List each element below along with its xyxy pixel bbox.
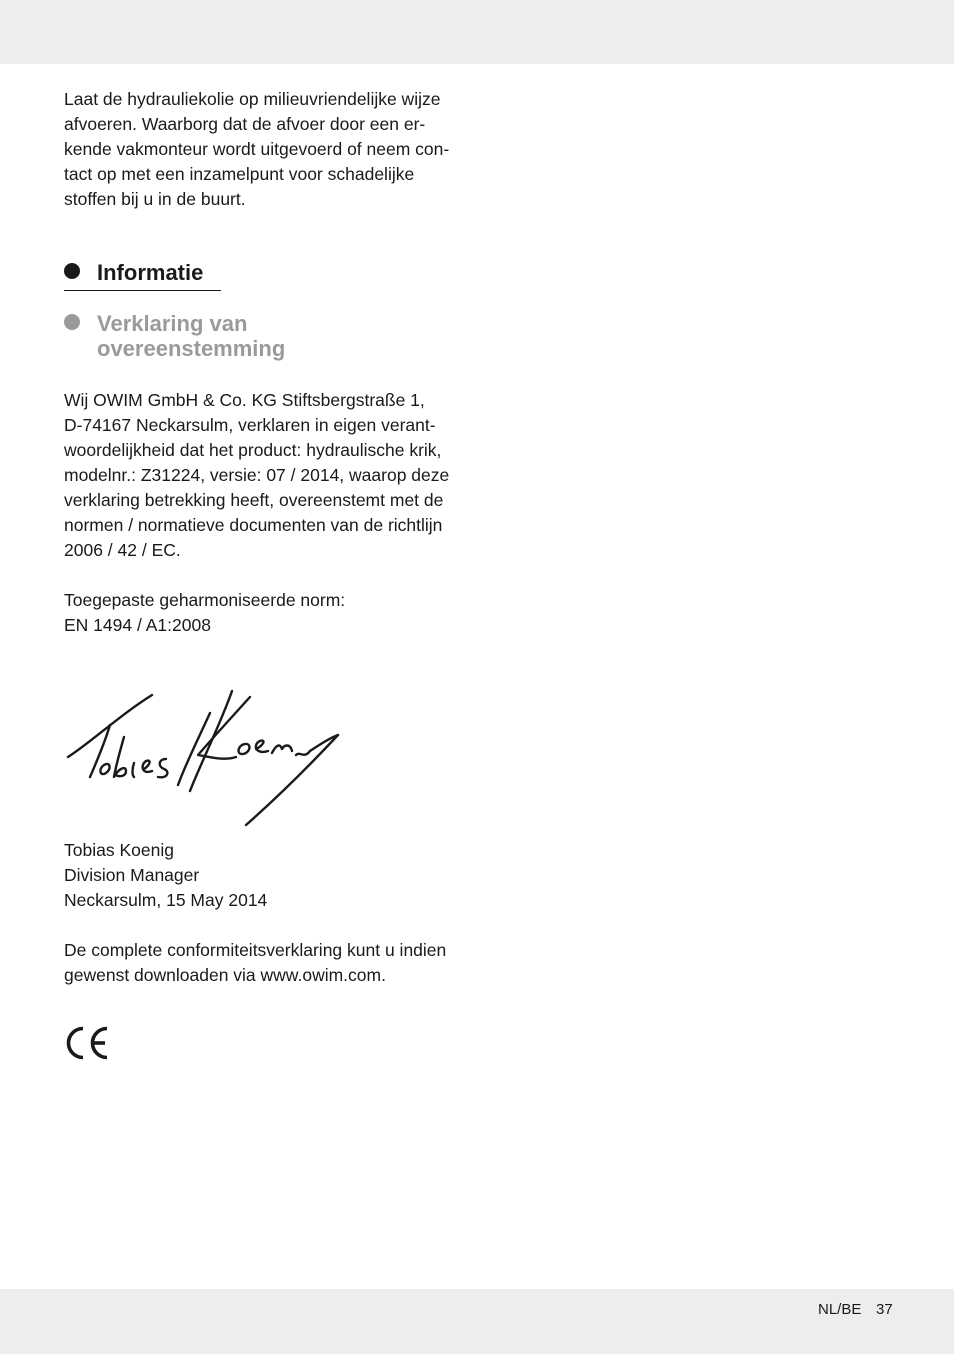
disposal-paragraph <box>64 87 464 212</box>
footer-band <box>0 1289 954 1354</box>
norm-paragraph <box>64 588 464 638</box>
text-line: woordelijkheid dat het product: hydraulische krik, <box>64 440 442 460</box>
text-line: Laat de hydrauliekolie op milieuvriendelijke wijze <box>64 89 441 109</box>
header-band <box>0 0 954 64</box>
download-paragraph <box>64 938 464 988</box>
heading-text: Informatie <box>97 260 204 285</box>
text-line: 2006 / 42 / EC. <box>64 540 181 560</box>
section-heading-informatie <box>64 260 221 291</box>
text-line: Wij OWIM GmbH & Co. KG Stiftsbergstraße 1, <box>64 390 425 410</box>
heading-line: overeenstemming <box>97 336 286 361</box>
ce-mark-icon <box>64 1025 112 1061</box>
heading-line: Verklaring van <box>97 311 248 336</box>
text-line: D-74167 Neckarsulm, verklaren in eigen verant- <box>64 415 436 435</box>
text-line: Toegepaste geharmoniseerde norm: <box>64 590 346 610</box>
text-line: modelnr.: Z31224, versie: 07 / 2014, waarop deze <box>64 465 450 485</box>
text-line: gewenst downloaden via www.owim.com. <box>64 965 386 985</box>
text-line: afvoeren. Waarborg dat de afvoer door een er- <box>64 114 426 134</box>
bullet-icon <box>64 314 80 330</box>
signature <box>60 685 360 830</box>
text-line: De complete conformiteitsverklaring kunt u indien <box>64 940 447 960</box>
text-line: kende vakmonteur wordt uitgevoerd of neem con- <box>64 139 450 159</box>
signatory-title: Division Manager <box>64 865 200 885</box>
text-line: stoffen bij u in de buurt. <box>64 189 246 209</box>
footer-language: NL/BE <box>818 1301 862 1318</box>
text-line: EN 1494 / A1:2008 <box>64 615 211 635</box>
signatory-place-date: Neckarsulm, 15 May 2014 <box>64 890 268 910</box>
heading-text <box>97 311 285 361</box>
signatory-block <box>64 838 464 913</box>
declaration-paragraph <box>64 388 464 563</box>
text-line: tact op met een inzamelpunt voor schadelijke <box>64 164 415 184</box>
signatory-name: Tobias Koenig <box>64 840 174 860</box>
text-line: normen / normatieve documenten van de richtlijn <box>64 515 443 535</box>
text-line: verklaring betrekking heeft, overeenstemt met de <box>64 490 444 510</box>
bullet-icon <box>64 263 80 279</box>
page-number: 37 <box>876 1301 893 1318</box>
